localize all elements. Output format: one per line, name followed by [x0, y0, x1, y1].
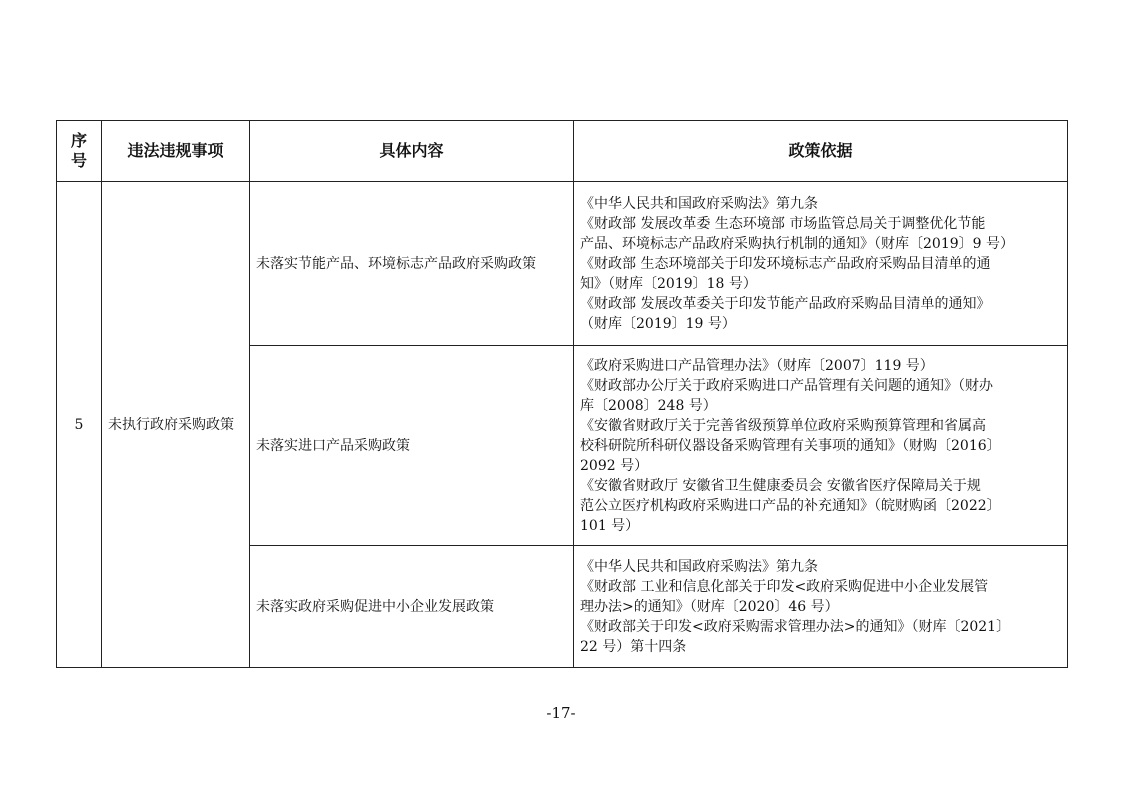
row-content-energy-saving: 未落实节能产品、环境标志产品政府采购政策 — [250, 182, 574, 346]
row-content-sme-development: 未落实政府采购促进中小企业发展政策 — [250, 546, 574, 668]
basis-line: 《财政部 发展改革委 生态环境部 市场监管总局关于调整优化节能 — [580, 215, 986, 232]
basis-line: 《中华人民共和国政府采购法》第九条 — [580, 195, 818, 212]
basis-line: 理办法>的通知》（财库〔2020〕46 号） — [580, 598, 839, 615]
table-header-row — [57, 121, 1068, 182]
header-seq-no — [57, 121, 102, 182]
basis-line: 《财政部 发展改革委关于印发节能产品政府采购品目清单的通知》 — [580, 295, 991, 312]
basis-line: 知》（财库〔2019〕18 号） — [580, 275, 757, 292]
basis-line: 库〔2008〕248 号） — [580, 397, 717, 414]
basis-line: 《财政部 工业和信息化部关于印发<政府采购促进中小企业发展管 — [580, 578, 989, 595]
basis-line: 《财政部 生态环境部关于印发环境标志产品政府采购品目清单的通 — [580, 255, 991, 272]
row-basis-sme-development — [574, 546, 1068, 668]
basis-line: 101 号） — [580, 517, 640, 534]
basis-line: 2092 号） — [580, 457, 649, 474]
basis-line: 《政府采购进口产品管理办法》（财库〔2007〕119 号） — [580, 357, 934, 374]
basis-line: 产品、环境标志产品政府采购执行机制的通知》（财库〔2019〕9 号） — [580, 235, 1014, 252]
page-number: -17- — [546, 704, 576, 722]
basis-line: 22 号）第十四条 — [580, 638, 687, 655]
basis-line: 《财政部办公厅关于政府采购进口产品管理有关问题的通知》（财办 — [580, 377, 993, 394]
header-policy-basis: 政策依据 — [574, 121, 1068, 182]
basis-line: 《中华人民共和国政府采购法》第九条 — [580, 558, 818, 575]
row-basis-imported-products — [574, 346, 1068, 546]
header-violation-item: 违法违规事项 — [102, 121, 250, 182]
basis-line: 范公立医疗机构政府采购进口产品的补充通知》（皖财购函〔2022〕 — [580, 497, 1001, 514]
row-basis-energy-saving — [574, 182, 1068, 346]
header-seq-no-line2: 号 — [70, 151, 87, 170]
basis-line: 《安徽省财政厅 安徽省卫生健康委员会 安徽省医疗保障局关于规 — [580, 477, 981, 494]
table-row — [57, 182, 1068, 346]
basis-line: 《财政部关于印发<政府采购需求管理办法>的通知》（财库〔2021〕 — [580, 618, 1011, 635]
row-content-imported-products: 未落实进口产品采购政策 — [250, 346, 574, 546]
basis-line: 校科研院所科研仪器设备采购管理有关事项的通知》（财购〔2016〕 — [580, 437, 1001, 454]
row-seq-no: 5 — [57, 182, 102, 668]
header-seq-no-line1: 序 — [70, 131, 87, 150]
basis-line: （财库〔2019〕19 号） — [580, 315, 736, 332]
basis-line: 《安徽省财政厅关于完善省级预算单位政府采购预算管理和省属高 — [580, 417, 986, 434]
header-specific-content: 具体内容 — [250, 121, 574, 182]
violations-table — [56, 120, 1068, 668]
row-violation-item: 未执行政府采购政策 — [102, 182, 250, 668]
